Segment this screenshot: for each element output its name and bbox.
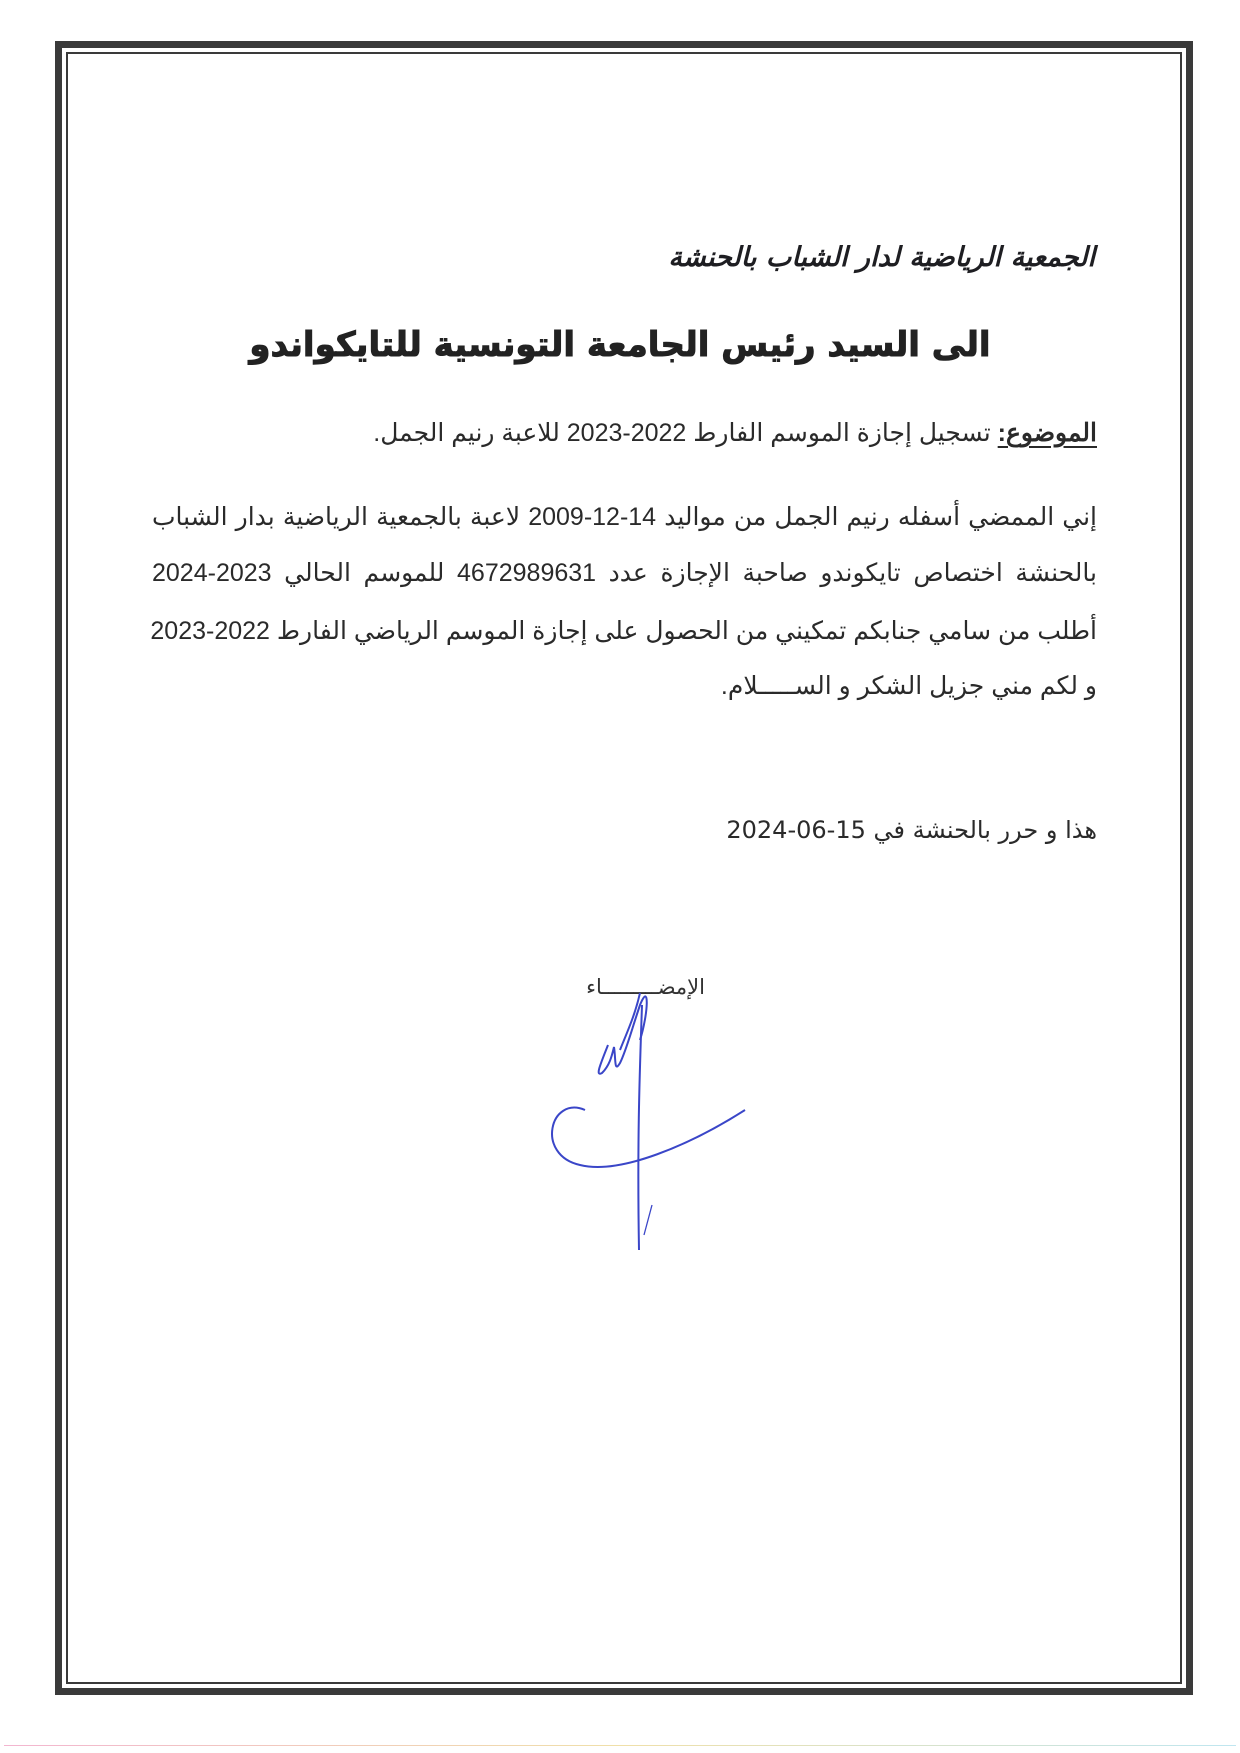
subject-label: الموضوع: [997,419,1097,447]
body-line-1: إني الممضي أسفله رنيم الجمل من مواليد 14-12-2009 لاعبة بالجمعية الرياضية بدار الشباب [152,503,1097,531]
page-border-inner [66,52,1182,1684]
signature-stroke-vertical [638,1005,642,1250]
handwritten-signature [540,985,770,1255]
organization-header: الجمعية الرياضية لدار الشباب بالحنشة [668,242,1095,273]
signature-label: الإمضـــــــــاء [586,976,705,999]
subject-text: تسجيل إجازة الموسم الفارط 2022-2023 للاعبة رنيم الجمل. [373,419,998,447]
body-line-4: و لكم مني جزيل الشكر و الســـــلام. [720,672,1097,700]
signature-stroke-curve [552,1108,745,1167]
subject-line [373,418,1097,448]
scan-edge-line [4,1745,1236,1746]
date-line: هذا و حرر بالحنشة في 15-06-2024 [726,816,1097,844]
addressee-title: الى السيد رئيس الجامعة التونسية للتايكواندو [249,325,991,365]
body-line-3: أطلب من سامي جنابكم تمكيني من الحصول على إجازة الموسم الرياضي الفارط 2022-2023 [150,617,1097,645]
body-line-2: بالحنشة اختصاص تايكوندو صاحبة الإجازة عدد 4672989631 للموسم الحالي 2023-2024 [152,559,1097,587]
signature-stroke-tick [644,1205,652,1235]
